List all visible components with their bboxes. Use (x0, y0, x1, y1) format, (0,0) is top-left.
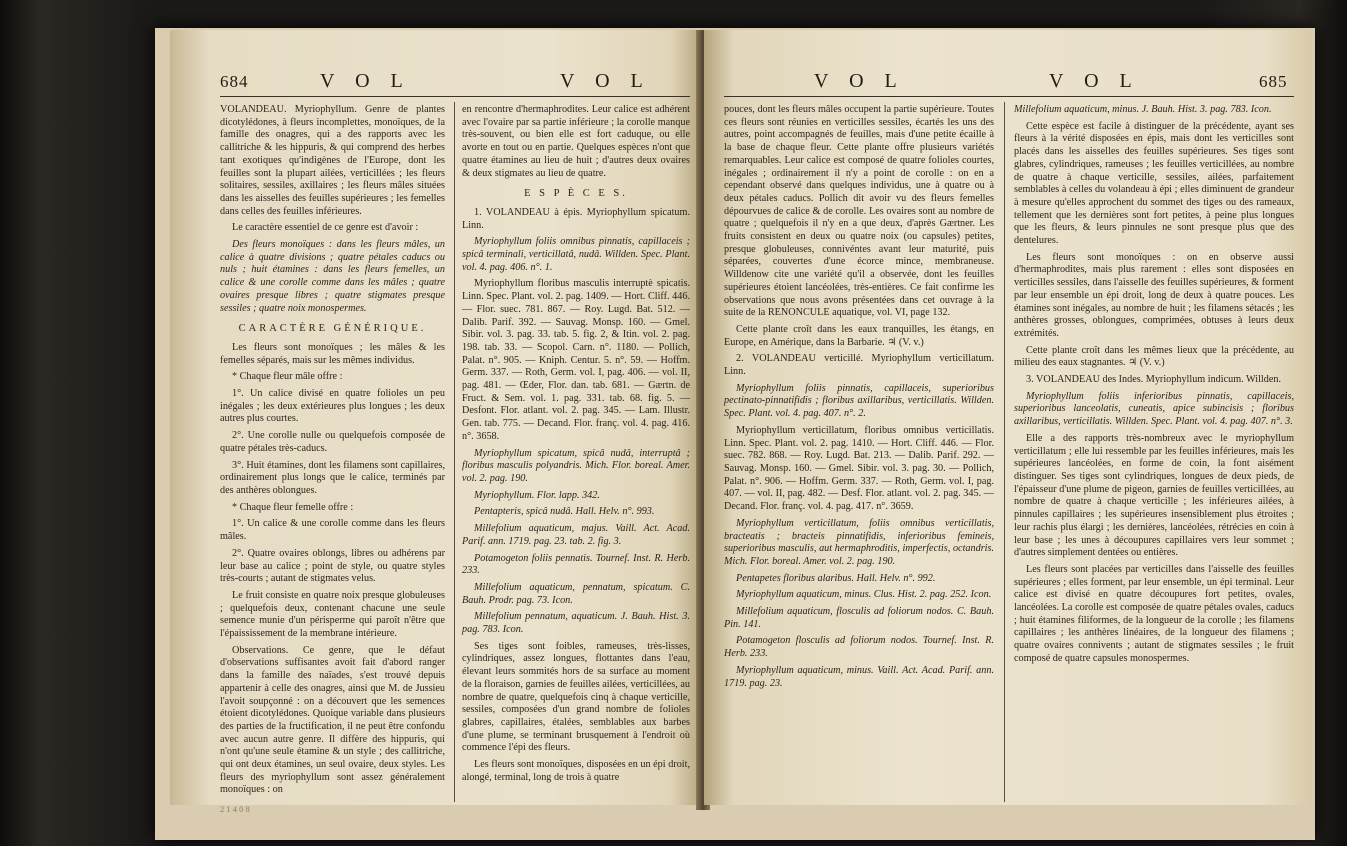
paragraph: Les fleurs sont placées par verticilles dans l'aisselle des feuilles supérieures ; elles forment, par leur ensemble, un épi terminal. Leur calice est divisé en quatre découpures fort petites, ovales, lancéolées. La corolle est composée de quatre pétales ovales, caducs ; huit étamines filiformes, de la longueur de la corolle ; les filamens capillaires ; les anthères linéaires, de la longueur des filamens ; quatre ovaires connivents ; autant de stigmates sessiles ; le fruit composé de quatre capsules monospermes. (1014, 563, 1294, 664)
paragraph: Pentapteris, spicâ nudâ. Hall. Helv. n°. 993. (474, 506, 655, 518)
column-divider (454, 102, 455, 802)
paragraph: * Chaque fleur mâle offre : (232, 371, 343, 383)
running-head-left-col1: V O L (320, 70, 411, 92)
paragraph: en rencontre d'hermaphrodites. Leur calice est adhérent avec l'ovaire par sa partie inférieure ; la corolle manque très-souvent, ou bien elle est fort caduque, ou elle avorte en tout ou en partie. Quelques espèces n'ont que quatre étamines au lieu de huit ; d'autres deux ovaires & deux stigmates au lieu de quatre. (462, 104, 690, 179)
left-column-2 (462, 104, 690, 794)
paragraph: Myriophyllum verticillatum, foliis omnibus verticillatis, bracteatis ; bracteis pinnatifidis, inferioribus femineis, superioribus masculis, aut hermaphroditis, imperfectis, octandris. Mich. Flor. boreal. Amer. vol. 2. pag. 190. (724, 517, 994, 567)
page-number-left: 684 (220, 72, 249, 91)
right-page (704, 30, 1312, 805)
paragraph: Ses tiges sont foibles, rameuses, très-lisses, cylindriques, assez longues, flottantes dans l'eau, élevant leurs sommités hors de sa surface au moment de la floraison, garnies de feuilles ailées, verticillées, au nombre de quatre, quelquefois cinq à chaque verticille, sessiles, composées d'un grand nombre de folioles glabres, capillaires, étalées, semblables aux barbes d'une plume, se terminant brusquement à l'endroit où commence l'épi des fleurs. (462, 640, 690, 754)
paragraph: Myriophyllum floribus masculis interruptè spicatis. Linn. Spec. Plant. vol. 2. pag. 1409. — Hort. Cliff. 446. — Flor. suec. 781. 867. — Roy. Lugd. Bat. 512. — Dalib. Parif. 392. — Sauvag. Monsp. 160. — Gmel. Sibir. vol. 3. pag. 33. tab. 5. fig. 2, & Itin. vol. 2. pag. 198. tab. 33. — Scopol. Carn. n°. 1180. — Pollich, Palat. n°. 905. — Kniph. Centur. 5. n°. 59. — Hoffm. Germ. 337. — Roth, Germ. vol. I, pag. 406. — vol. II, pag. 481. — Œder, Flor. dan. tab. 681. — Gærtn. de Fruct. & Sem. vol. 1. pag. 331. tab. 68. fig. 5. — Desfont. Flor. atlant. vol. 2. pag. 345. — Lam. Illustr. Gen. tab. 775. — Decand. Flor. franç. vol. 4. pag. 416. n°. 3658. (462, 278, 690, 442)
paragraph: Myriophyllum foliis omnibus pinnatis, capillaceis ; spicâ terminali, verticillatâ, nudâ. Willden. Spec. Plant. vol. 4. pag. 406. n°. 1. (462, 236, 690, 273)
paragraph: VOLANDEAU. Myriophyllum. Genre de plantes dicotylédones, à fleurs incomplettes, monoïques, de la famille des onagres, qui a des rapports avec les callitriche & les hippuris, & qui comprend des herbes tant exotiques qu'indigènes de l'Europe, dont les feuilles sont la plupart ailées, verticillées ; les fleurs solitaires, sessiles, axillaires ; les fleurs mâles situées dans les aisselles des feuilles supérieures ; les femelles dans celles des feuilles inférieures. (220, 104, 445, 217)
running-head-right-col1: V O L (814, 70, 905, 92)
paragraph: Le fruit consiste en quatre noix presque globuleuses ; quelquefois deux, contenant chacune une seule semence munie d'un périsperme qui paroît n'être que l'épaississement de la membrane intérieure. (220, 589, 445, 640)
paragraph: Myriophyllum. Flor. lapp. 342. (474, 489, 600, 501)
paragraph: Elle a des rapports très-nombreux avec le myriophyllum verticillatum ; elle lui ressemble par les feuilles inférieures, mais les supérieures lancéolées, en forme de coin, la font aisément distinguer. Ses tiges sont cylindriques, longues de deux pieds, de l'épaisseur d'une plume de pigeon, garnies de feuilles verticillées, au nombre de quatre à chaque verticille ; les inférieures ailées, à pinnules capillaires ; les supérieures insensiblement plus étroites ; leur rachis plus élargi ; les dernières, lancéolées, rétrécies en coin à leur base ; les unes à découpures capillaires vers leur sommet ; d'autres simplement dentées ou entières. (1014, 432, 1294, 559)
paragraph: Myriophyllum verticillatum, floribus omnibus verticillatis. Linn. Spec. Plant. vol. 2. pag. 1410. — Hort. Cliff. 446. — Flor. suec. 782. 868. — Roy. Lugd. Bat. 213. — Dalib. Parif. 292. — Sauvag. Monsp. 160. — Gmel. Sibir. vol. 3. pag. 30. — Pollich, Palat. n°. 906. — Hoffm. Germ. 337. — Roth, Germ. vol. I, pag. 407. — vol. II, pag. 482. — Desf. Flor. atlant. vol. 2. pag. 345. — Decand. Flor. franç. vol. 4. pag. 417. n°. 3659. (724, 424, 994, 513)
page-number-right: 685 (1259, 72, 1288, 91)
paragraph: Myriophyllum aquaticum, minus. Clus. Hist. 2. pag. 252. Icon. (736, 589, 992, 601)
running-head-left-col2: V O L (560, 70, 651, 92)
paragraph: Les fleurs sont monoïques : on en observe aussi d'hermaphrodites, mais plus rarement : elles sont disposées en verticilles sessiles, dans l'aisselle des feuilles supérieures, & forment par leur ensemble un épi droit, long de deux à quatre pouces. Les étamines sont inégales, au nombre de huit ; les filamens sétacés ; les anthères grosses, oblongues, comprimées, obtuses à leurs deux extrémités. (1014, 251, 1294, 339)
paragraph: Observations. Ce genre, que le défaut d'observations suffisantes avoit fait d'abord ranger dans la famille des naïades, s'est trouvé depuis appartenir à celle des onagres, ainsi que M. de Jussieu l'avoit soupçonné : on a découvert que les semences étoient dicotylédones. Quoique variable dans plusieurs des parties de la fructification, il ne peut être confondu avec aucun autre genre. Il diffère des hippuris, qui n'ont qu'une seule étamine & un style ; des callitriche, qui ont deux étamines, un seul ovaire, deux styles. Les fleurs des myriophyllum sont assez généralement monoïques : on (220, 644, 445, 796)
paragraph: * Chaque fleur femelle offre : (232, 501, 354, 513)
column-divider (1004, 102, 1005, 802)
species-heading: 3. VOLANDEAU des Indes. Myriophyllum indicum. Willden. (1026, 374, 1282, 386)
right-column-1 (724, 104, 994, 794)
section-heading: CARACTÈRE GÉNÉRIQUE. (238, 323, 427, 335)
section-heading: E S P È C E S. (524, 188, 628, 200)
paragraph: Myriophyllum aquaticum, minus. Vaill. Act. Acad. Parif. ann. 1719. pag. 23. (724, 664, 994, 689)
paragraph: Millefolium aquaticum, minus. J. Bauh. Hist. 3. pag. 783. Icon. (1014, 104, 1272, 115)
paragraph: Potamogeton foliis pennatis. Tournef. Inst. R. Herb. 233. (462, 552, 690, 577)
paragraph: 2°. Une corolle nulle ou quelquefois composée de quatre pétales très-caducs. (220, 430, 445, 454)
species-heading: 1. VOLANDEAU à épis. Myriophyllum spicatum. Linn. (462, 206, 690, 231)
paragraph: Cette plante croît dans les eaux tranquilles, les étangs, en Europe, en Amérique, dans la Barbarie. ♃ (V. v.) (724, 323, 994, 348)
paragraph: Myriophyllum foliis inferioribus pinnatis, capillaceis, superioribus lanceolatis, cuneatis, apice subincisis ; floribus axillaribus, verticillatis. Willden. Spec. Plant. vol. 4. pag. 407. n°. 3. (1014, 390, 1294, 428)
paragraph: Millefolium aquaticum, majus. Vaill. Act. Acad. Parif. ann. 1719. pag. 23. tab. 2. fig. 3. (462, 523, 690, 547)
paragraph: 3°. Huit étamines, dont les filamens sont capillaires, ordinairement plus longs que le calice, terminés par des anthères oblongues. (220, 459, 445, 496)
species-heading: 2. VOLANDEAU verticillé. Myriophyllum verticillatum. Linn. (724, 353, 994, 378)
header-rule-left (220, 96, 690, 97)
paragraph: 1°. Un calice & une corolle comme dans les fleurs mâles. (220, 518, 445, 543)
paragraph: pouces, dont les fleurs mâles occupent la partie supérieure. Toutes ces fleurs sont réunies en verticilles sessiles, écartés les uns des autres, point accompagnés de feuilles, mais d'une petite écaille à la base de chaque fleur. Cette plante offre plusieurs variétés remarquables. Leur calice est composé de quatre folioles courtes, inégales ; ordinairement il n'y a point de corolle : on en a cependant observé dans quelques individus, une à quatre ou à deux pétales caducs. Pollich dit avoir vu des fleurs femelles dépourvues de calice & de corolle. Les ovaires sont au nombre de quatre ; quelquefois il n'y en a que deux, d'après Gærtner. Les fruits consistent en deux ou quatre noix (ou capsules) petites, presque globuleuses, connivéntes avant leur maturité, puis séparées, couvertes d'une écorce mince, membraneuse. Willdenow cite une variété qu'il a observée, dont les feuilles supérieures étoient lancéolées, très-entières. Ce fait confirme les observations que nous avons présentées dans cet ouvrage à la suite de la RENONCULE aquatique, vol. VI, page 132. (724, 104, 994, 319)
paragraph: Des fleurs monoïques : dans les fleurs mâles, un calice à quatre divisions ; quatre pétales caducs ou nuls ; huit étamines : dans les fleurs femelles, un calice & une corolle comme dans les mâles ; quatre ovaires presque libres ; quatre stigmates presque sessiles ; quatre noix monospermes. (220, 239, 445, 314)
paragraph: Myriophyllum foliis pinnatis, capillaceis, superioribus pectinato-pinnatifidis ; floribus axillaribus, verticillatis. Willden. Spec. Plant. vol. 4. pag. 407. n°. 2. (724, 382, 994, 420)
left-column-1 (220, 104, 445, 815)
paragraph: Millefolium aquaticum, pennatum, spicatum. C. Bauh. Prodr. pag. 73. Icon. (462, 581, 690, 606)
paragraph: Cette espèce est facile à distinguer de la précédente, ayant ses fleurs à la vérité disposées en épis, mais dont les verticilles sont placés dans les aisselles des feuilles supérieures. Ses tiges sont glabres, cylindriques, rameuses ; les feuilles verticillées, au nombre de quatre à chaque verticille, sessiles, ailées, parfaitement semblables à celles du volandeau à épi ; elles diminuent de grandeur à mesure qu'elles approchent du sommet des tiges ou des rameaux, tellement que les dernières sont fort petites, à peine plus longues que les fleurs, & leurs pinnules ne sont presque plus que des dentelures. (1014, 120, 1294, 247)
paragraph: 2°. Quatre ovaires oblongs, libres ou adhérens par leur base au calice ; point de style, ou quatre styles très-courts ; autant de stigmates velus. (220, 547, 445, 585)
paragraph: Myriophyllum spicatum, spicâ nudâ, interruptâ ; floribus masculis polyandris. Mich. Flor. boreal. Amer. vol. 2. pag. 190. (462, 447, 690, 484)
paragraph: Cette plante croît dans les mêmes lieux que la précédente, au milieu des eaux stagnantes. ♃ (V. v.) (1014, 344, 1294, 369)
paragraph: Le caractère essentiel de ce genre est d'avoir : (232, 222, 419, 234)
paragraph: Millefolium aquaticum, flosculis ad foliorum nodos. C. Bauh. Pin. 141. (724, 606, 994, 630)
running-head-right-col2: V O L (1049, 70, 1140, 92)
right-column-2 (1014, 104, 1294, 794)
paragraph: Pentapetes floribus alaribus. Hall. Helv. n°. 992. (736, 572, 936, 584)
left-page (170, 30, 700, 815)
paragraph: 1°. Un calice divisé en quatre folioles un peu inégales ; les deux extérieures plus longues ; les deux autres plus courtes. (220, 388, 445, 425)
footer-mark: 2 1 4 0 8 (220, 804, 250, 815)
paragraph: Les fleurs sont monoïques, disposées en un épi droit, alongé, terminal, long de trois à quatre (462, 759, 690, 783)
paragraph: Les fleurs sont monoïques ; les mâles & les femelles séparés, mais sur les mêmes individus. (220, 341, 445, 366)
paragraph: Millefolium pennatum, aquaticum. J. Bauh. Hist. 3. pag. 783. Icon. (462, 611, 690, 636)
header-rule-right (724, 96, 1294, 97)
paragraph: Potamogeton flosculis ad foliorum nodos. Tournef. Inst. R. Herb. 233. (724, 635, 994, 660)
